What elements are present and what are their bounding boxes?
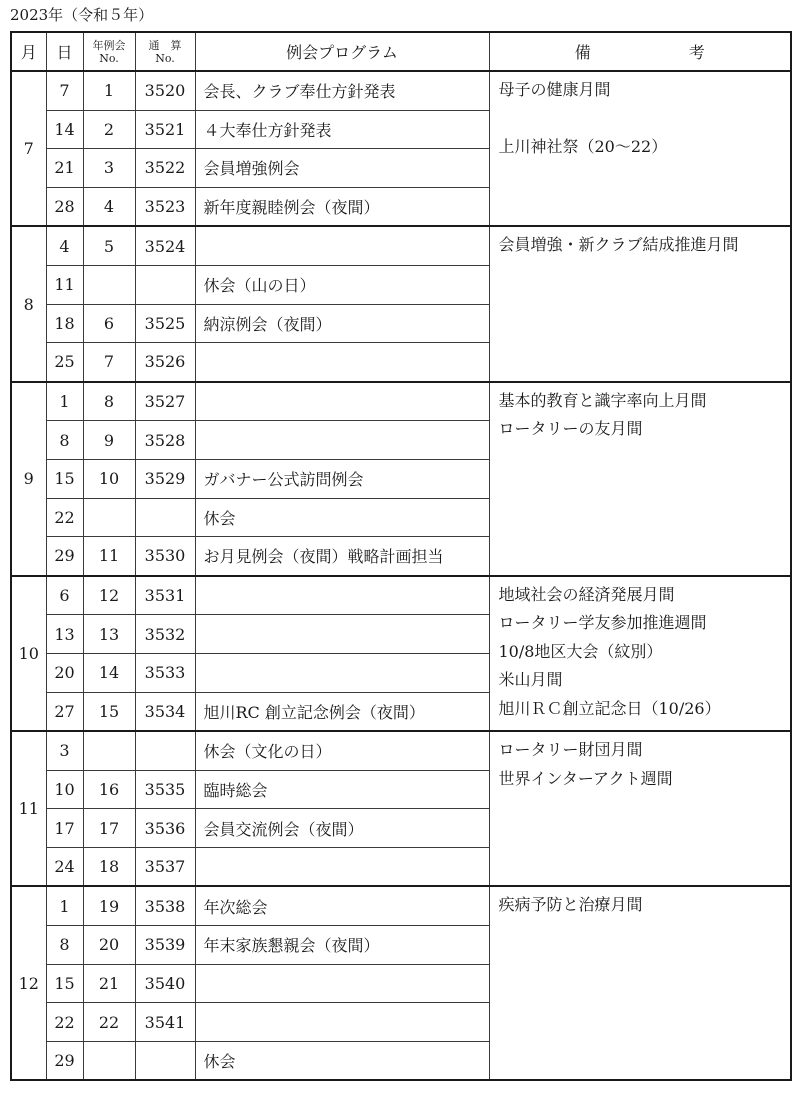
day-cell: 15: [46, 459, 83, 498]
table-row: [11, 382, 791, 421]
notes-cell: [489, 731, 791, 886]
note-line: 母子の健康月間: [498, 80, 611, 99]
total-no-cell: 3524: [135, 226, 195, 265]
program-cell: ガバナー公式訪問例会: [195, 459, 489, 498]
annual-no-cell: 22: [83, 1003, 135, 1042]
day-cell: 29: [46, 1041, 83, 1080]
total-no-cell: 3539: [135, 926, 195, 965]
total-no-cell: 3532: [135, 615, 195, 654]
note-line: 地域社会の経済発展月間: [498, 584, 675, 604]
day-cell: 27: [46, 692, 83, 731]
total-no-cell: 3530: [135, 537, 195, 576]
annual-no-cell: 20: [83, 926, 135, 965]
total-no-cell: [135, 731, 195, 770]
program-cell: [195, 421, 489, 460]
total-no-cell: 3525: [135, 304, 195, 343]
day-cell: 1: [46, 886, 83, 925]
month-cell: 8: [11, 226, 46, 381]
program-cell: [195, 226, 489, 265]
annual-no-cell: 17: [83, 809, 135, 848]
total-no-cell: 3540: [135, 964, 195, 1003]
day-cell: 14: [46, 110, 83, 149]
note-line: 旭川ＲＣ創立記念日（10/26）: [498, 698, 721, 718]
program-cell: [195, 847, 489, 886]
annual-no-cell: 1: [83, 71, 135, 110]
day-cell: 22: [46, 1003, 83, 1042]
program-cell: [195, 653, 489, 692]
program-cell: 臨時総会: [195, 770, 489, 809]
total-no-cell: 3522: [135, 149, 195, 188]
header-total-no: [135, 32, 195, 71]
program-cell: [195, 615, 489, 654]
notes-cell: [489, 886, 791, 1080]
day-cell: 8: [46, 421, 83, 460]
annual-no-cell: 18: [83, 847, 135, 886]
total-no-cell: 3538: [135, 886, 195, 925]
program-cell: 年末家族懇親会（夜間）: [195, 926, 489, 965]
header-program: 例会プログラム: [195, 32, 489, 71]
program-cell: お月見例会（夜間）戦略計画担当: [195, 537, 489, 576]
program-cell: [195, 964, 489, 1003]
day-cell: 20: [46, 653, 83, 692]
day-cell: 28: [46, 187, 83, 226]
annual-no-cell: 21: [83, 964, 135, 1003]
total-no-cell: 3528: [135, 421, 195, 460]
day-cell: 18: [46, 304, 83, 343]
note-line: [499, 105, 791, 133]
annual-no-cell: 7: [83, 343, 135, 382]
month-cell: 7: [11, 71, 46, 226]
table-row: [11, 576, 791, 615]
header-total-no-line2: No.: [155, 51, 175, 65]
note-line: 会員増強・新クラブ結成推進月間: [498, 235, 739, 255]
document-caption: 2023年（令和５年）: [10, 6, 154, 24]
total-no-cell: [135, 265, 195, 304]
day-cell: 10: [46, 770, 83, 809]
annual-no-cell: 12: [83, 576, 135, 615]
header-notes: [489, 32, 791, 71]
annual-no-cell: 3: [83, 149, 135, 188]
table-row: [11, 226, 791, 265]
header-total-no-line1: 通 算: [148, 38, 182, 52]
header-notes-char1: 備: [574, 43, 591, 62]
header-day: 日: [46, 32, 83, 71]
meeting-schedule-table: [10, 31, 792, 1081]
header-annual-no-line2: No.: [99, 51, 119, 65]
annual-no-cell: 10: [83, 459, 135, 498]
schedule-body: [11, 71, 791, 1080]
program-cell: 休会（山の日）: [195, 265, 489, 304]
annual-no-cell: 19: [83, 886, 135, 925]
program-cell: 旭川RC 創立記念例会（夜間）: [195, 692, 489, 731]
total-no-cell: [135, 498, 195, 537]
notes-cell: [489, 226, 791, 381]
total-no-cell: 3520: [135, 71, 195, 110]
day-cell: 29: [46, 537, 83, 576]
annual-no-cell: 9: [83, 421, 135, 460]
day-cell: 22: [46, 498, 83, 537]
total-no-cell: [135, 1041, 195, 1080]
day-cell: 6: [46, 576, 83, 615]
program-cell: 休会（文化の日）: [195, 731, 489, 770]
day-cell: 7: [46, 71, 83, 110]
program-cell: 年次総会: [195, 886, 489, 925]
header-notes-char2: 考: [688, 43, 705, 62]
total-no-cell: 3537: [135, 847, 195, 886]
note-line: 10/8地区大会（紋別）: [498, 641, 663, 661]
month-cell: 10: [11, 576, 46, 731]
program-cell: 会員交流例会（夜間）: [195, 809, 489, 848]
table-row: [11, 731, 791, 770]
note-line: 米山月間: [498, 670, 563, 690]
program-cell: 休会: [195, 498, 489, 537]
note-line: ロータリー財団月間: [498, 740, 643, 760]
month-cell: 9: [11, 382, 46, 576]
notes-cell: [489, 382, 791, 576]
annual-no-cell: [83, 498, 135, 537]
note-line: ロータリー学友参加推進週間: [498, 613, 707, 633]
program-cell: [195, 382, 489, 421]
annual-no-cell: 5: [83, 226, 135, 265]
total-no-cell: 3536: [135, 809, 195, 848]
program-cell: 休会: [195, 1041, 489, 1080]
total-no-cell: 3541: [135, 1003, 195, 1042]
day-cell: 1: [46, 382, 83, 421]
header-annual-no-line1: 年例会: [92, 38, 126, 52]
header-row: [11, 32, 791, 71]
notes-cell: [489, 576, 791, 731]
annual-no-cell: 2: [83, 110, 135, 149]
program-cell: ４大奉仕方針発表: [195, 110, 489, 149]
month-cell: 12: [11, 886, 46, 1080]
header-month: 月: [11, 32, 46, 71]
header-annual-no: [83, 32, 135, 71]
program-cell: [195, 1003, 489, 1042]
total-no-cell: 3531: [135, 576, 195, 615]
total-no-cell: 3535: [135, 770, 195, 809]
day-cell: 13: [46, 615, 83, 654]
program-cell: [195, 576, 489, 615]
note-line: 基本的教育と識字率向上月間: [498, 390, 707, 410]
annual-no-cell: 8: [83, 382, 135, 421]
notes-cell: [489, 71, 791, 226]
annual-no-cell: 6: [83, 304, 135, 343]
day-cell: 4: [46, 226, 83, 265]
program-cell: 会長、クラブ奉仕方針発表: [195, 71, 489, 110]
table-row: [11, 886, 791, 925]
day-cell: 17: [46, 809, 83, 848]
annual-no-cell: 13: [83, 615, 135, 654]
total-no-cell: 3521: [135, 110, 195, 149]
program-cell: 新年度親睦例会（夜間）: [195, 187, 489, 226]
total-no-cell: 3523: [135, 187, 195, 226]
program-cell: [195, 343, 489, 382]
note-line: ロータリーの友月間: [498, 419, 643, 439]
day-cell: 8: [46, 926, 83, 965]
day-cell: 3: [46, 731, 83, 770]
month-cell: 11: [11, 731, 46, 886]
total-no-cell: 3533: [135, 653, 195, 692]
day-cell: 21: [46, 149, 83, 188]
total-no-cell: 3526: [135, 343, 195, 382]
program-cell: 会員増強例会: [195, 149, 489, 188]
note-line: 上川神社祭（20〜22）: [498, 136, 668, 156]
day-cell: 24: [46, 847, 83, 886]
day-cell: 25: [46, 343, 83, 382]
annual-no-cell: 11: [83, 537, 135, 576]
annual-no-cell: 16: [83, 770, 135, 809]
day-cell: 15: [46, 964, 83, 1003]
annual-no-cell: 4: [83, 187, 135, 226]
annual-no-cell: 14: [83, 653, 135, 692]
annual-no-cell: 15: [83, 692, 135, 731]
total-no-cell: 3534: [135, 692, 195, 731]
total-no-cell: 3527: [135, 382, 195, 421]
total-no-cell: 3529: [135, 459, 195, 498]
day-cell: 11: [46, 265, 83, 304]
table-row: [11, 71, 791, 110]
note-line: 世界インターアクト週間: [498, 768, 673, 788]
annual-no-cell: [83, 1041, 135, 1080]
program-cell: 納涼例会（夜間）: [195, 304, 489, 343]
annual-no-cell: [83, 731, 135, 770]
note-line: 疾病予防と治療月間: [498, 895, 643, 915]
annual-no-cell: [83, 265, 135, 304]
